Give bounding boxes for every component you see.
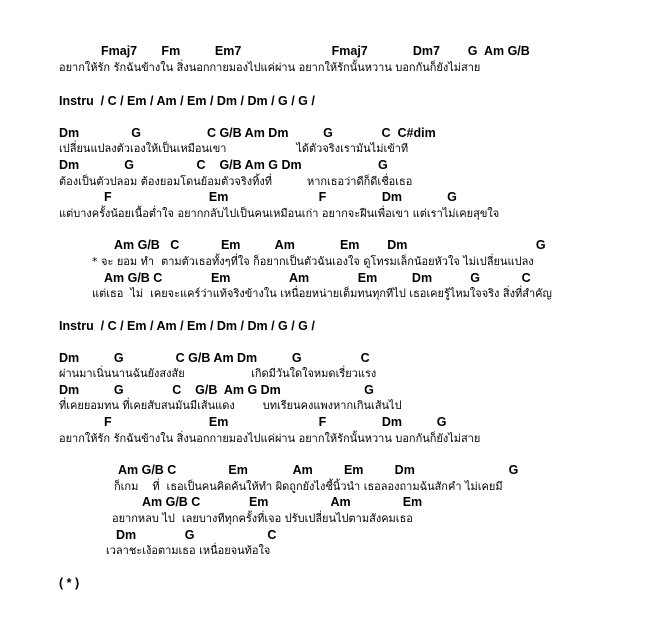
lyric-line: แต่เธอ ไม่ เคยจะแคร์ว่าแท้จริงข้างใน เหนื่อยหน่ายเต็มทนทุกทีไป เธอเคยรู้ไหมใจจริง สิ่งที่สำคัญ bbox=[92, 287, 552, 300]
instru-line: Instru / C / Em / Am / Em / Dm / Dm / G / G / bbox=[59, 319, 315, 333]
lyric-line: อยากให้รัก รักฉันข้างใน สิ่งนอกกายมองไปแค่ผ่าน อยากให้รักนั้นหวาน บอกกันก็ยังไม่สาย bbox=[59, 432, 481, 445]
chord-line: Dm G C G/B Am Dm G C C#dim bbox=[59, 126, 436, 140]
chord-line: Am G/B C Em Am Em bbox=[142, 495, 423, 509]
chord-line: F Em F Dm G bbox=[104, 190, 457, 204]
lyric-line: ที่เคยยอมทน ที่เคยสับสนมันมีเส้นแดง บทเรียนคงแพงหากเกินเส้นไป bbox=[59, 399, 402, 412]
chord-line: Dm G C G/B Am Dm G C bbox=[59, 351, 370, 365]
chord-line: Am G/B C Em Am Em Dm G bbox=[118, 463, 519, 477]
lyric-line: แต่บางครั้งน้อยเนื้อต่ำใจ อยากกลับไปเป็นคนเหมือนเก่า อยากจะฝืนเพื่อเขา แต่เราไม่เคยสุขใจ bbox=[59, 207, 500, 220]
chord-line: Fmaj7 Fm Em7 Fmaj7 Dm7 G Am G/B bbox=[101, 44, 530, 58]
lyric-line: อยากให้รัก รักฉันข้างใน สิ่งนอกกายมองไปแค่ผ่าน อยากให้รักนั้นหวาน บอกกันก็ยังไม่สาย bbox=[59, 61, 481, 74]
lyric-line: ต้องเป็นตัวปลอม ต้องยอมโดนย้อมตัวจริงทิ้งที่ หากเธอว่าดีก็ดีเชื่อเธอ bbox=[59, 175, 413, 188]
lyric-line: ก็เกม ที่ เธอเป็นคนคิดค้นให้ทำ ผิดถูกยังไงชี้นิ้วนำ เธอลองถามฉันสักคำ ไม่เคยมี bbox=[114, 480, 503, 493]
lyric-line: เวลาชะเง้อตามเธอ เหนื่อยจนท้อใจ bbox=[106, 544, 271, 557]
chord-line: Am G/B C Em Am Em Dm G C bbox=[104, 271, 531, 285]
chord-line: Dm G C G/B Am G Dm G bbox=[59, 158, 388, 172]
lyric-line: เปลี่ยนแปลงตัวเองให้เป็นเหมือนเขา ได้ตัวจริงเรามันไม่เข้าที bbox=[59, 142, 409, 155]
chord-line: Am G/B C Em Am Em Dm G bbox=[114, 238, 546, 252]
chord-line: F Em F Dm G bbox=[104, 415, 447, 429]
chord-line: Dm G C bbox=[116, 528, 277, 542]
chord-line: Dm G C G/B Am G Dm G bbox=[59, 383, 374, 397]
lyric-line: อยากหลบ ไป เลยบางทีทุกครั้งที่เจอ ปรับเปลี่ยนไปตามสังคมเธอ bbox=[112, 512, 413, 525]
lyric-line: * จะ ยอม ทำ ตามตัวเธอทั้งๆที่ใจ ก็อยากเป็นตัวฉันเองใจ ดูโทรมเล็กน้อยหัวใจ ไม่เปลี่ยนแปลง bbox=[92, 255, 534, 268]
repeat-marker: ( * ) bbox=[59, 576, 80, 590]
instru-line: Instru / C / Em / Am / Em / Dm / Dm / G / G / bbox=[59, 94, 315, 108]
lyric-line: ผ่านมาเนิ่นนานฉันยังสงสัย เกิดมีวันใดใจหมดเรี่ยวแรง bbox=[59, 367, 377, 380]
